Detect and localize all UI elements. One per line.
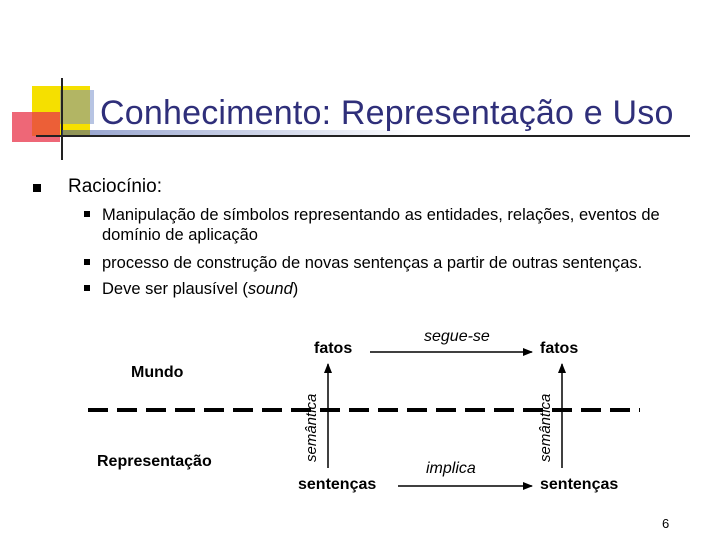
- page-number: 6: [662, 516, 670, 531]
- label-mundo: Mundo: [131, 364, 184, 381]
- sound-term: sound: [247, 280, 293, 298]
- bullet-raciocinio: Raciocínio:: [68, 176, 162, 197]
- label-fatos-left: fatos: [314, 340, 353, 357]
- label-representacao: Representação: [97, 453, 212, 470]
- label-segue-se: segue-se: [424, 328, 490, 345]
- label-semantica-right: semântica: [537, 393, 554, 462]
- label-sentencas-right: sentenças: [540, 476, 619, 493]
- sub-bullet-processo: processo de construção de novas sentenças a partir de outras sentenças.: [102, 254, 643, 272]
- label-implica: implica: [426, 460, 476, 477]
- slide-title: Conhecimento: Representação e Uso: [100, 94, 674, 132]
- sub-bullet-manipulacao: Manipulação de símbolos representando as entidades, relações, eventos de domínio de aplicação: [102, 206, 660, 244]
- label-sentencas-left: sentenças: [298, 476, 377, 493]
- label-fatos-right: fatos: [540, 340, 579, 357]
- sub-bullet-plausivel: Deve ser plausível (sound): [102, 280, 299, 298]
- label-semantica-left: semântica: [303, 393, 320, 462]
